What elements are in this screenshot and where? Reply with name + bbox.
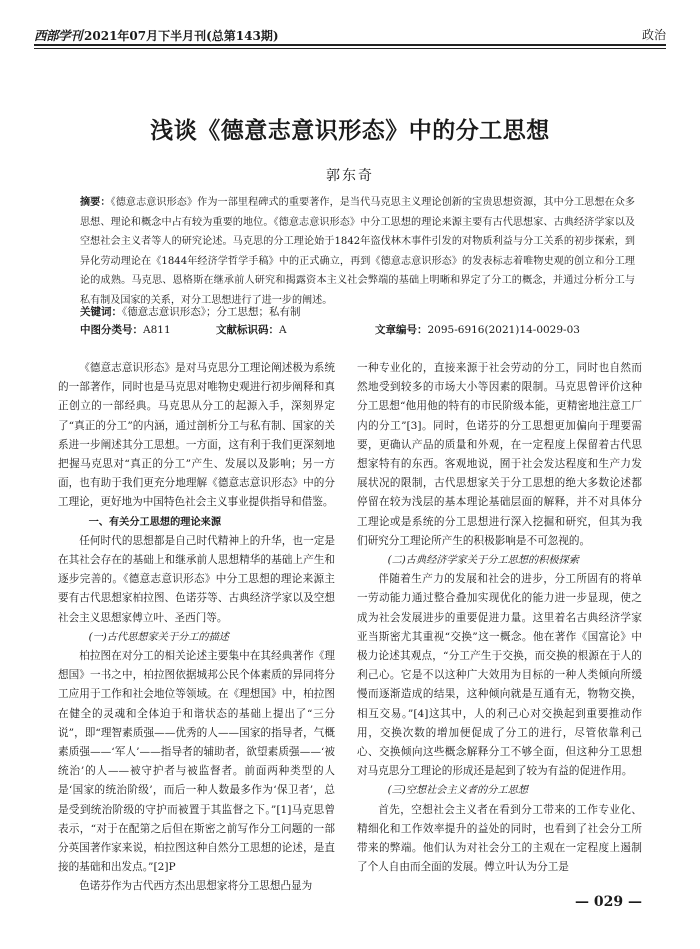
right-column bbox=[357, 359, 642, 877]
doc-value: A bbox=[279, 324, 287, 336]
left-column bbox=[58, 359, 335, 897]
abstract-label: 摘要： bbox=[80, 197, 111, 208]
keywords bbox=[80, 304, 640, 319]
issue-text: 2021年07月下半月刊(总第143期) bbox=[84, 29, 279, 43]
clc-value: A811 bbox=[143, 324, 171, 336]
page-number: — 029 — bbox=[575, 894, 642, 910]
abstract bbox=[80, 193, 635, 311]
section-label: 政治 bbox=[641, 28, 666, 42]
header-rule-thin bbox=[34, 48, 666, 49]
paragraph: 色诺芬作为古代西方杰出思想家将分工思想凸显为 bbox=[79, 880, 313, 893]
paragraph: 柏拉图在对分工的相关论述主要集中在其经典著作《理想国》一书之中，柏拉图依据城邦公民个体素质的异同将分工应用于工作和社会地位等领域。在《理想国》中，柏拉图在健全的灵魂和全体迫于和谐状态的基础上提出了“三分说”，即“理智素质强——优秀的人——国家的指导者，气概素质强——‘军人’——指导者的辅助者，欲望素质强——‘被统治’的人——被守护者与被监督者。前面两种类型的人是‘国家的统治阶级’，而后一种人数最多作为‘保卫者’，总是受到统治阶级的守护而被置于其监督之下。”[1]马克思曾表示，“对于在配第之后但在斯密之前写作分工问题的一部分英国著作家来说，柏拉图这种自然分工思想的论述，是直接的基础和出发点。”[2]P bbox=[58, 650, 335, 874]
abstract-text: 《德意志意识形态》作为一部里程碑式的重要著作，是当代马克思主义理论创新的宝贵思想资源，其中分工思想在众多思想、理论和概念中占有较为重要的地位。《德意志意识形态》中分工思想的理论来源主要有古代思想家、古典经济学家以及空想社会主义者等人的研究论述。马克思的分工理论始于1842年盗伐林木事件引发的对物质利益与分工关系的初步探索，到异化劳动理论在《1844年经济学哲学手稿》中的正式确立，再到《德意志意识形态》的发表标志着唯物史观的创立和分工理论的成熟。马克思、恩格斯在继承前人研究和揭露资本主义社会弊端的基础上明晰和界定了分工的概念，并通过分析分工与私有制及国家的关系，对分工思想进行了进一步的阐述。 bbox=[80, 197, 636, 306]
paragraph: 首先，空想社会主义者在看到分工带来的工作专业化、精细化和工作效率提升的益处的同时，也看到了社会分工所带来的弊端。他们认为对社会分工的主观在一定程度上遏制了个人自由而全面的发展。傅立叶认为分工是 bbox=[357, 803, 642, 874]
doc-label: 文献标识码： bbox=[216, 324, 279, 336]
article-number-value: 2095-6916(2021)14-0029-03 bbox=[427, 324, 580, 336]
article-number-field bbox=[375, 322, 580, 337]
paragraph: 《德意志意识形态》是对马克思分工理论阐述极为系统的一部著作，同时也是马克思对唯物史观进行初步阐释和真正创立的一部经典。马克思从分工的起源入手，深刻界定了“真正的分工”的内涵，通过剖析分工与私有制、国家的关系进一步阐述其分工思想。一方面，这有利于我们更深刻地把握马克思对“真正的分工”产生、发展以及影响；另一方面，也有助于我们更充分地理解《德意志意识形态》中的分工理论，更好地为中国特色社会主义事业提供指导和借鉴。 bbox=[58, 362, 335, 509]
paragraph: 一种专业化的，直接来源于社会劳动的分工，同时也自然而然地受到较多的市场大小等因素的限制。马克思曾评价这种分工思想“他用他的特有的市民阶级本能，更精密地注意工厂内的分工”[3]。同时，色诺芬的分工思想更加偏向于理要需要，更确认产品的质量和外观，在一定程度上保留着古代思想家特有的东西。客观地说，囿于社会发达程度和生产力发展状况的限制，古代思想家关于分工思想的绝大多数论述都停留在较为浅层的基本理论基础层面的解释，并不对具体分工理论或是系统的分工思想进行深入挖掘和研究，但其为我们研究分工理论所产生的积极影响是不可忽视的。 bbox=[357, 362, 642, 547]
paragraph: 任何时代的思想都是自己时代精神上的升华，也一定是在其社会存在的基础上和继承前人思想精华的基础上产生和逐步完善的。《德意志意识形态》中分工思想的理论来源主要有古代思想家柏拉图、色诺芬等、古典经济学家以及空想社会主义思想家傅立叶、圣西门等。 bbox=[58, 534, 335, 624]
header-rule bbox=[34, 44, 666, 46]
subsection-heading: (一)古代思想家关于分工的描述 bbox=[88, 631, 229, 643]
author-name: 郭东奇 bbox=[326, 168, 374, 184]
running-header bbox=[34, 22, 666, 44]
journal-issue bbox=[34, 26, 279, 44]
subsection-heading: (三)空想社会主义者的分工思想 bbox=[387, 785, 528, 797]
clc-field bbox=[80, 322, 171, 337]
paragraph: 伴随着生产力的发展和社会的进步，分工所固有的将单一劳动能力通过整合叠加实现优化的能力进一步显现，使之成为社会发展进步的重要促进力量。这里着名古典经济学家亚当斯密尤其重视“交换”这一概念。他在著作《国富论》中极力论述其观点，“分工产生于交换，而交换的根源在于人的利己心。它是不以这种广大效用为目标的一种人类倾向所缓慢而逐渐造成的结果，这种倾向就是互通有无，物物交换，相互交易。”[4]这其中，人的利己心对交换起到重要推动作用，交换次数的增加便促成了分工的进行，尽管依靠利己心、交换倾向这些概念解释分工不够全面，但这种分工思想对马克思分工理论的形成还是起到了较为有益的促进作用。 bbox=[357, 573, 642, 778]
article-number-label: 文章编号： bbox=[375, 324, 428, 336]
section-heading: 一、有关分工思想的理论来源 bbox=[88, 516, 222, 528]
doc-field bbox=[216, 322, 287, 337]
clc-label: 中图分类号： bbox=[80, 324, 143, 336]
keywords-text: 《德意志意识形态》；分工思想；私有制 bbox=[122, 306, 301, 318]
journal-logo: 西部学刊 bbox=[34, 28, 83, 43]
subsection-heading: (二)古典经济学家关于分工思想的积极探索 bbox=[387, 555, 579, 567]
keywords-label: 关键词： bbox=[80, 306, 122, 318]
article-title: 浅谈《德意志意识形态》中的分工思想 bbox=[150, 117, 550, 144]
